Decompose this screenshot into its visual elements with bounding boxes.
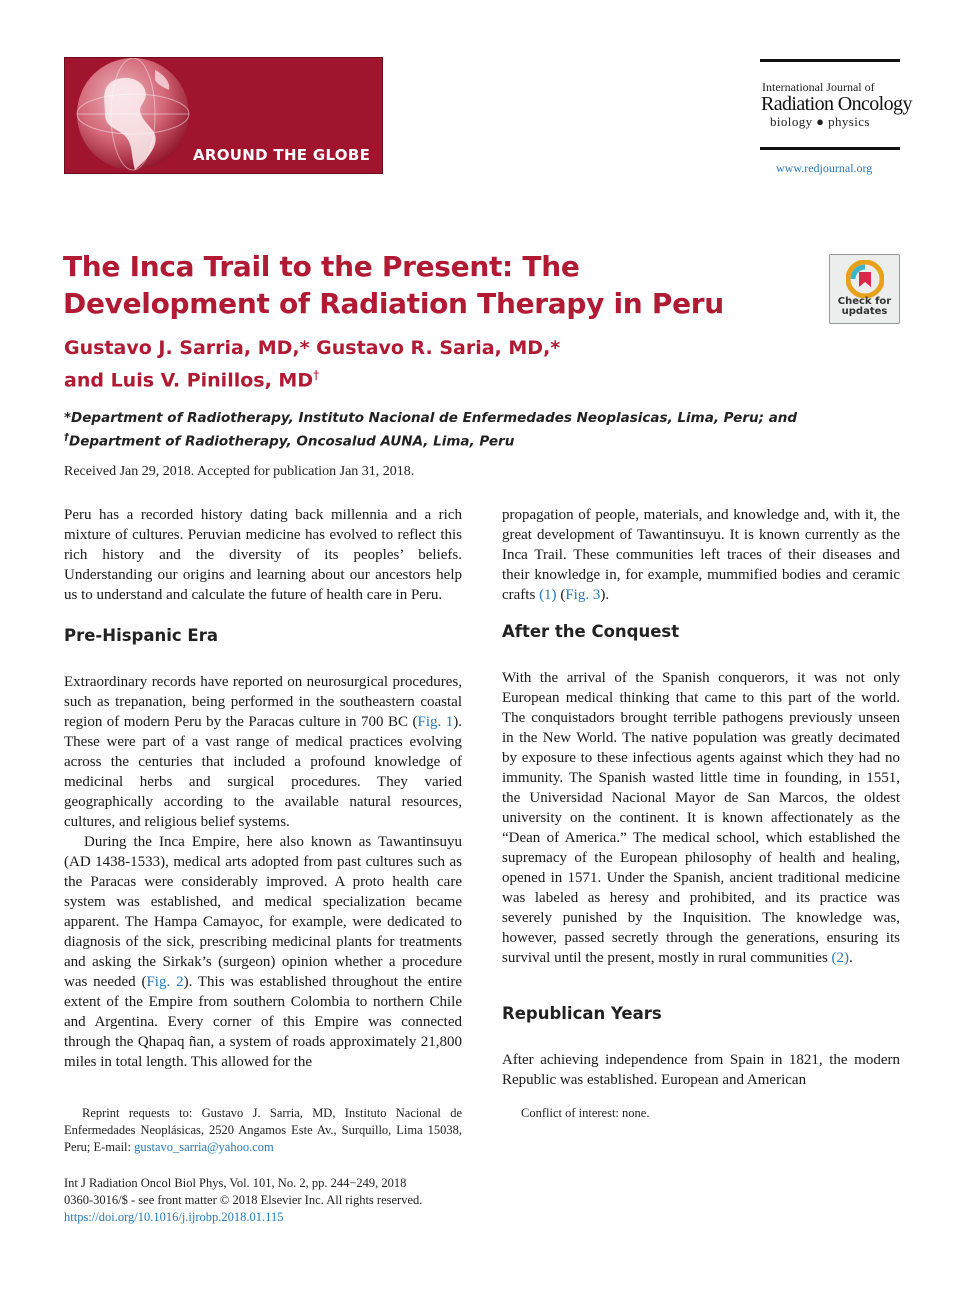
affiliation-2: Department of Radiotherapy, Oncosalud AUNA, Lima, Peru xyxy=(69,433,515,450)
affiliation-2-mark: † xyxy=(64,432,69,443)
citation-line2: 0360-3016/$ - see front matter © 2018 Elsevier Inc. All rights reserved. xyxy=(64,1193,423,1207)
globe-icon xyxy=(71,57,199,174)
intro-paragraph: Peru has a recorded history dating back millennia and a rich mixture of cultures. Peruvian medicine has evolved to reflect this rich history and the diversity of its peoples’ beliefs. Understanding our origins and learning about our ancestors help us to understand and calculate the future of health care in Peru. xyxy=(64,507,462,603)
fig-3-link[interactable]: Fig. 3 xyxy=(565,587,601,603)
authors-line1: Gustavo J. Sarria, MD,* Gustavo R. Saria, MD,* xyxy=(64,337,561,359)
journal-name-line2: Radiation Oncology xyxy=(761,93,912,115)
inca-trail-paragraph: propagation of people, materials, and knowledge and, with it, the great development of Tawantinsuyu. It is known currently as the Inca Trail. These communities left traces of their diseases and their knowledge in, for example, mummified bodies and ceramic crafts (1) (Fig. 3). xyxy=(502,507,900,603)
affiliation-1: *Department of Radiotherapy, Instituto Nacional de Enfermedades Neoplasicas, Lima, Peru; and xyxy=(64,410,798,426)
around-the-globe-banner xyxy=(64,57,383,174)
conflict-of-interest: Conflict of interest: none. xyxy=(521,1106,650,1120)
heading-pre-hispanic: Pre-Hispanic Era xyxy=(64,626,218,645)
article-title: The Inca Trail to the Present: The Development of Radiation Therapy in Peru xyxy=(63,250,724,320)
republican-paragraph: After achieving independence from Spain in 1821, the modern Republic was established. European and American xyxy=(502,1052,900,1088)
right-conquest xyxy=(502,668,900,968)
right-republican xyxy=(502,1050,900,1090)
reprint-requests: Reprint requests to: Gustavo J. Sarria, MD, Instituto Nacional de Enfermedades Neoplásicas, 2520 Angamos Este Av., Surquillo, Lima 15038, Peru; E-mail: gustavo_sarria@yahoo.com xyxy=(64,1106,462,1154)
affiliations xyxy=(64,408,884,452)
journal-bottom-rule xyxy=(760,147,900,150)
conquest-paragraph: With the arrival of the Spanish conquerors, it was not only European medical thinking that came to this part of the world. The conquistadors brought terrible pathogens previously unseen in the New World. The native population was greatly decimated by exposure to these infectious agents against which they had no immunity. The Spanish wasted little time in founding, in 1551, the Universidad Nacional Mayor de San Marcos, the oldest university on the continent. It is known affectionately as the “Dean of America.” The medical school, which established the supremacy of the European philosophy of health and healing, opened in 1571. Under the Spanish, ancient traditional medicine was labeled as heresy and prohibited, and its practice was severely punished by the Inquisition. The knowledge was, however, passed secretly through the generations, ensuring its survival until the present, mostly in rural communities (2). xyxy=(502,670,900,966)
right-top xyxy=(502,505,900,605)
banner-title: AROUND THE GLOBE xyxy=(193,146,371,164)
citation-footer xyxy=(64,1175,484,1226)
fig-1-link[interactable]: Fig. 1 xyxy=(417,714,454,730)
journal-top-rule xyxy=(760,59,900,62)
badge-line2: updates xyxy=(841,306,888,317)
author-mark: † xyxy=(313,368,320,382)
received-dates: Received Jan 29, 2018. Accepted for publication Jan 31, 2018. xyxy=(64,464,415,479)
ref-1-link[interactable]: (1) xyxy=(539,587,557,603)
doi-link[interactable]: https://doi.org/10.1016/j.ijrobp.2018.01.115 xyxy=(64,1210,284,1224)
left-intro xyxy=(64,505,462,605)
pre-hispanic-paragraph-2: During the Inca Empire, here also known as Tawantinsuyu (AD 1438-1533), medical arts adopted from past cultures such as the Paracas were considerably improved. A proto health care system was established, and medical specialization became apparent. The Hampa Camayoc, for example, were dedicated to diagnosis of the sick, prescribing medicinal plants for treatments and asking the Sirkak’s (surgeon) opinion whether a procedure was needed (Fig. 2). This was established throughout the entire extent of the Empire from southern Colombia to northern Chile and Argentina. Every corner of this Empire was connected through the Qhapaq ñan, a system of roads approximately 21,800 miles in total length. This allowed for the xyxy=(64,834,463,1070)
author-email-link[interactable]: gustavo_sarria@yahoo.com xyxy=(134,1140,274,1154)
check-for-updates-button[interactable] xyxy=(829,254,900,324)
journal-name-line3: biology ● physics xyxy=(770,114,870,129)
journal-name-line1: International Journal of xyxy=(762,80,875,94)
ref-2-link[interactable]: (2) xyxy=(831,950,850,966)
heading-after-conquest: After the Conquest xyxy=(502,622,680,641)
journal-url[interactable]: www.redjournal.org xyxy=(776,161,873,175)
fig-2-link[interactable]: Fig. 2 xyxy=(146,974,184,990)
left-body xyxy=(64,672,462,1072)
citation-line1: Int J Radiation Oncol Biol Phys, Vol. 101, No. 2, pp. 244−249, 2018 xyxy=(64,1176,407,1190)
heading-republican-years: Republican Years xyxy=(502,1004,662,1023)
check-for-updates-icon xyxy=(846,260,884,298)
authors-line2: and Luis V. Pinillos, MD xyxy=(64,369,314,392)
badge-line1: Check for xyxy=(837,296,892,307)
pre-hispanic-paragraph-1: Extraordinary records have reported on neurosurgical procedures, such as trepanation, being performed in the southeastern coastal region of modern Peru by the Paracas culture in 700 BC (Fig. 1). These were part of a vast range of medical practices evolving across the centuries that included a profound knowledge of medicinal herbs and surgical procedures. They varied geographically according to the available natural resources, cultures, and religious belief systems. xyxy=(64,674,462,830)
authors xyxy=(64,335,664,394)
